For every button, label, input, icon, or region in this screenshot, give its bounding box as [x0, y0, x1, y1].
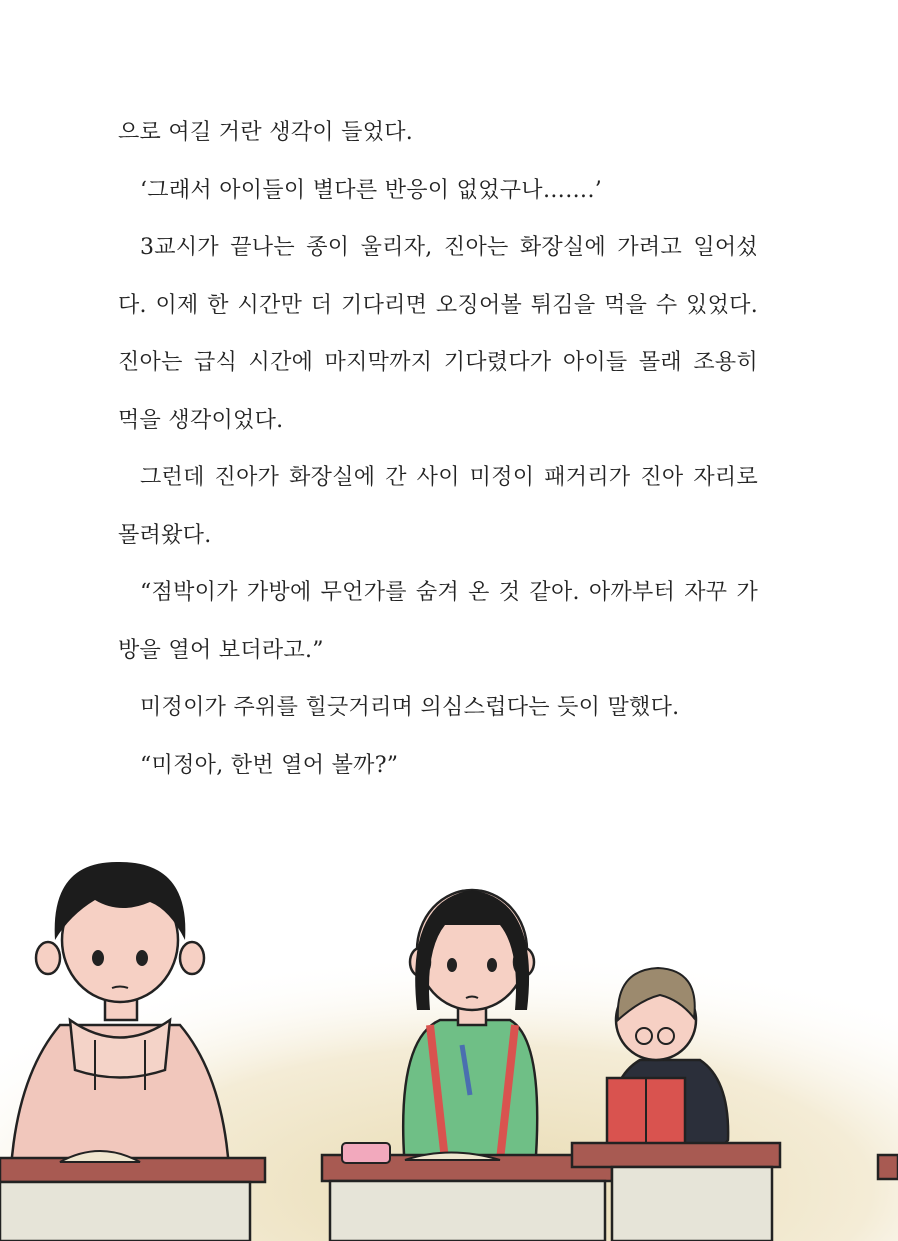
paragraph: “미정아, 한번 열어 볼까?”: [140, 752, 399, 778]
paragraph: 미정이가 주위를 힐긋거리며 의심스럽다는 듯이 말했다.: [140, 695, 680, 720]
story-text: [118, 104, 758, 794]
desk-left: [0, 1151, 265, 1241]
paragraph: “점박이가 가방에 무언가를 숨겨 온 것 같아. 아까부터 자꾸 가방을 열어 보더라고.”: [118, 580, 758, 663]
classroom-illustration: [0, 840, 898, 1241]
paragraph: 그런데 진아가 화장실에 간 사이 미정이 패거리가 진아 자리로 몰려왔다.: [118, 465, 758, 548]
paragraph: 으로 여길 거란 생각이 들었다.: [118, 120, 414, 145]
desk-center: [322, 1143, 612, 1241]
paragraph: 3교시가 끝나는 종이 울리자, 진아는 화장실에 가려고 일어섰다. 이제 한 시간만 더 기다리면 오징어볼 튀김을 먹을 수 있었다. 진아는 급식 시간에 마지막까지 기다렸다가 아이들 몰래 조용히 먹을 생각이었다.: [118, 235, 758, 433]
paragraph: ‘그래서 아이들이 별다른 반응이 없었구나…….’: [140, 177, 603, 203]
